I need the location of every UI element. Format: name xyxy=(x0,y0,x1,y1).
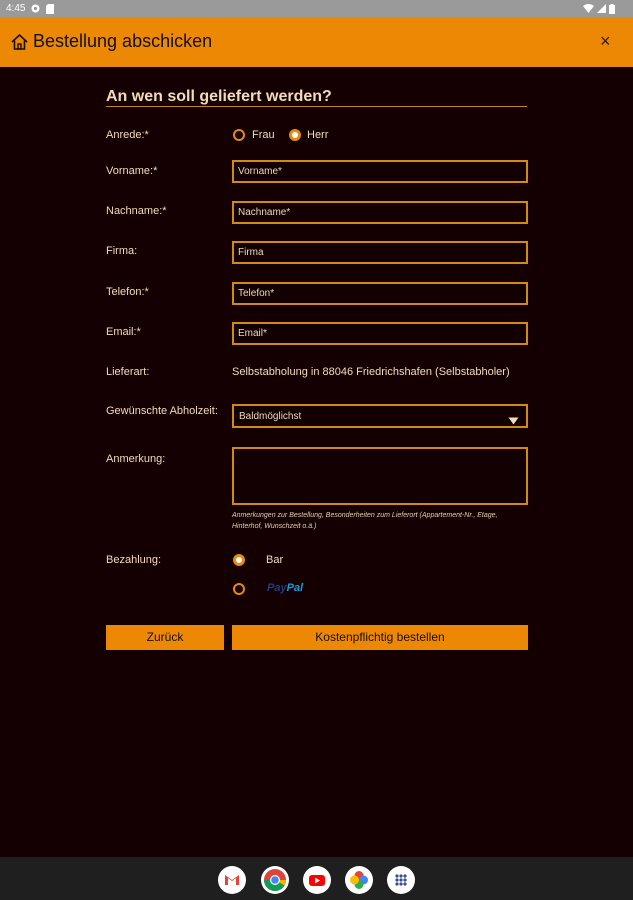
photos-icon[interactable] xyxy=(345,866,373,894)
back-button[interactable]: Zurück xyxy=(106,625,224,650)
anmerkung-textarea[interactable] xyxy=(232,447,528,505)
email-label: Email:* xyxy=(106,326,141,338)
abholzeit-label: Gewünschte Abholzeit: xyxy=(106,405,218,417)
gmail-icon[interactable] xyxy=(218,866,246,894)
wifi-icon xyxy=(583,4,592,13)
app-bar-title: Bestellung abschicken xyxy=(33,31,213,51)
home-icon[interactable] xyxy=(11,34,28,55)
radio-frau-label: Frau xyxy=(252,129,275,141)
anmerkung-label: Anmerkung: xyxy=(106,453,166,465)
close-icon[interactable]: × xyxy=(600,31,611,51)
anmerkung-hint: Anmerkungen zur Bestellung, Besonderheiten zum Lieferort (Appartement-Nr., Etage, Hinterhof, Wunschzeit o.ä.) xyxy=(232,512,498,530)
radio-herr-label: Herr xyxy=(307,129,329,141)
nachname-input[interactable] xyxy=(232,201,528,224)
signal-icon xyxy=(597,4,606,13)
youtube-icon[interactable] xyxy=(303,866,331,894)
status-time: 4:45 xyxy=(6,3,26,14)
lieferart-value: Selbstabholung in 88046 Friedrichshafen (Selbstabholer) xyxy=(232,366,510,378)
paypal-logo: PayPal xyxy=(267,582,304,594)
firma-input[interactable] xyxy=(232,241,528,264)
status-bar xyxy=(0,0,633,17)
anrede-label: Anrede:* xyxy=(106,129,149,141)
radio-herr[interactable] xyxy=(289,129,301,141)
sim-status-icon xyxy=(46,4,55,13)
radio-paypal[interactable] xyxy=(233,583,245,595)
lieferart-label: Lieferart: xyxy=(106,366,150,378)
settings-status-icon xyxy=(31,4,40,13)
telefon-label: Telefon:* xyxy=(106,286,149,298)
abholzeit-selected-value: Baldmöglichst xyxy=(239,411,302,422)
abholzeit-select[interactable] xyxy=(232,404,528,428)
radio-bar-label: Bar xyxy=(266,554,284,566)
section-title: An wen soll geliefert werden? xyxy=(106,88,332,105)
radio-bar[interactable] xyxy=(233,554,245,566)
submit-order-button[interactable]: Kostenpflichtig bestellen xyxy=(232,625,528,650)
section-divider xyxy=(106,106,527,107)
bezahlung-label: Bezahlung: xyxy=(106,554,162,566)
radio-frau[interactable] xyxy=(233,129,245,141)
app-drawer-icon[interactable] xyxy=(387,866,415,894)
nachname-label: Nachname:* xyxy=(106,205,167,217)
email-input[interactable] xyxy=(232,322,528,345)
app-bar xyxy=(0,17,633,68)
firma-label: Firma: xyxy=(106,245,138,257)
vorname-label: Vorname:* xyxy=(106,165,158,177)
chrome-icon[interactable] xyxy=(261,866,289,894)
vorname-input[interactable] xyxy=(232,160,528,183)
battery-icon xyxy=(609,4,615,13)
telefon-input[interactable] xyxy=(232,282,528,305)
dropdown-arrow-icon xyxy=(508,412,519,430)
